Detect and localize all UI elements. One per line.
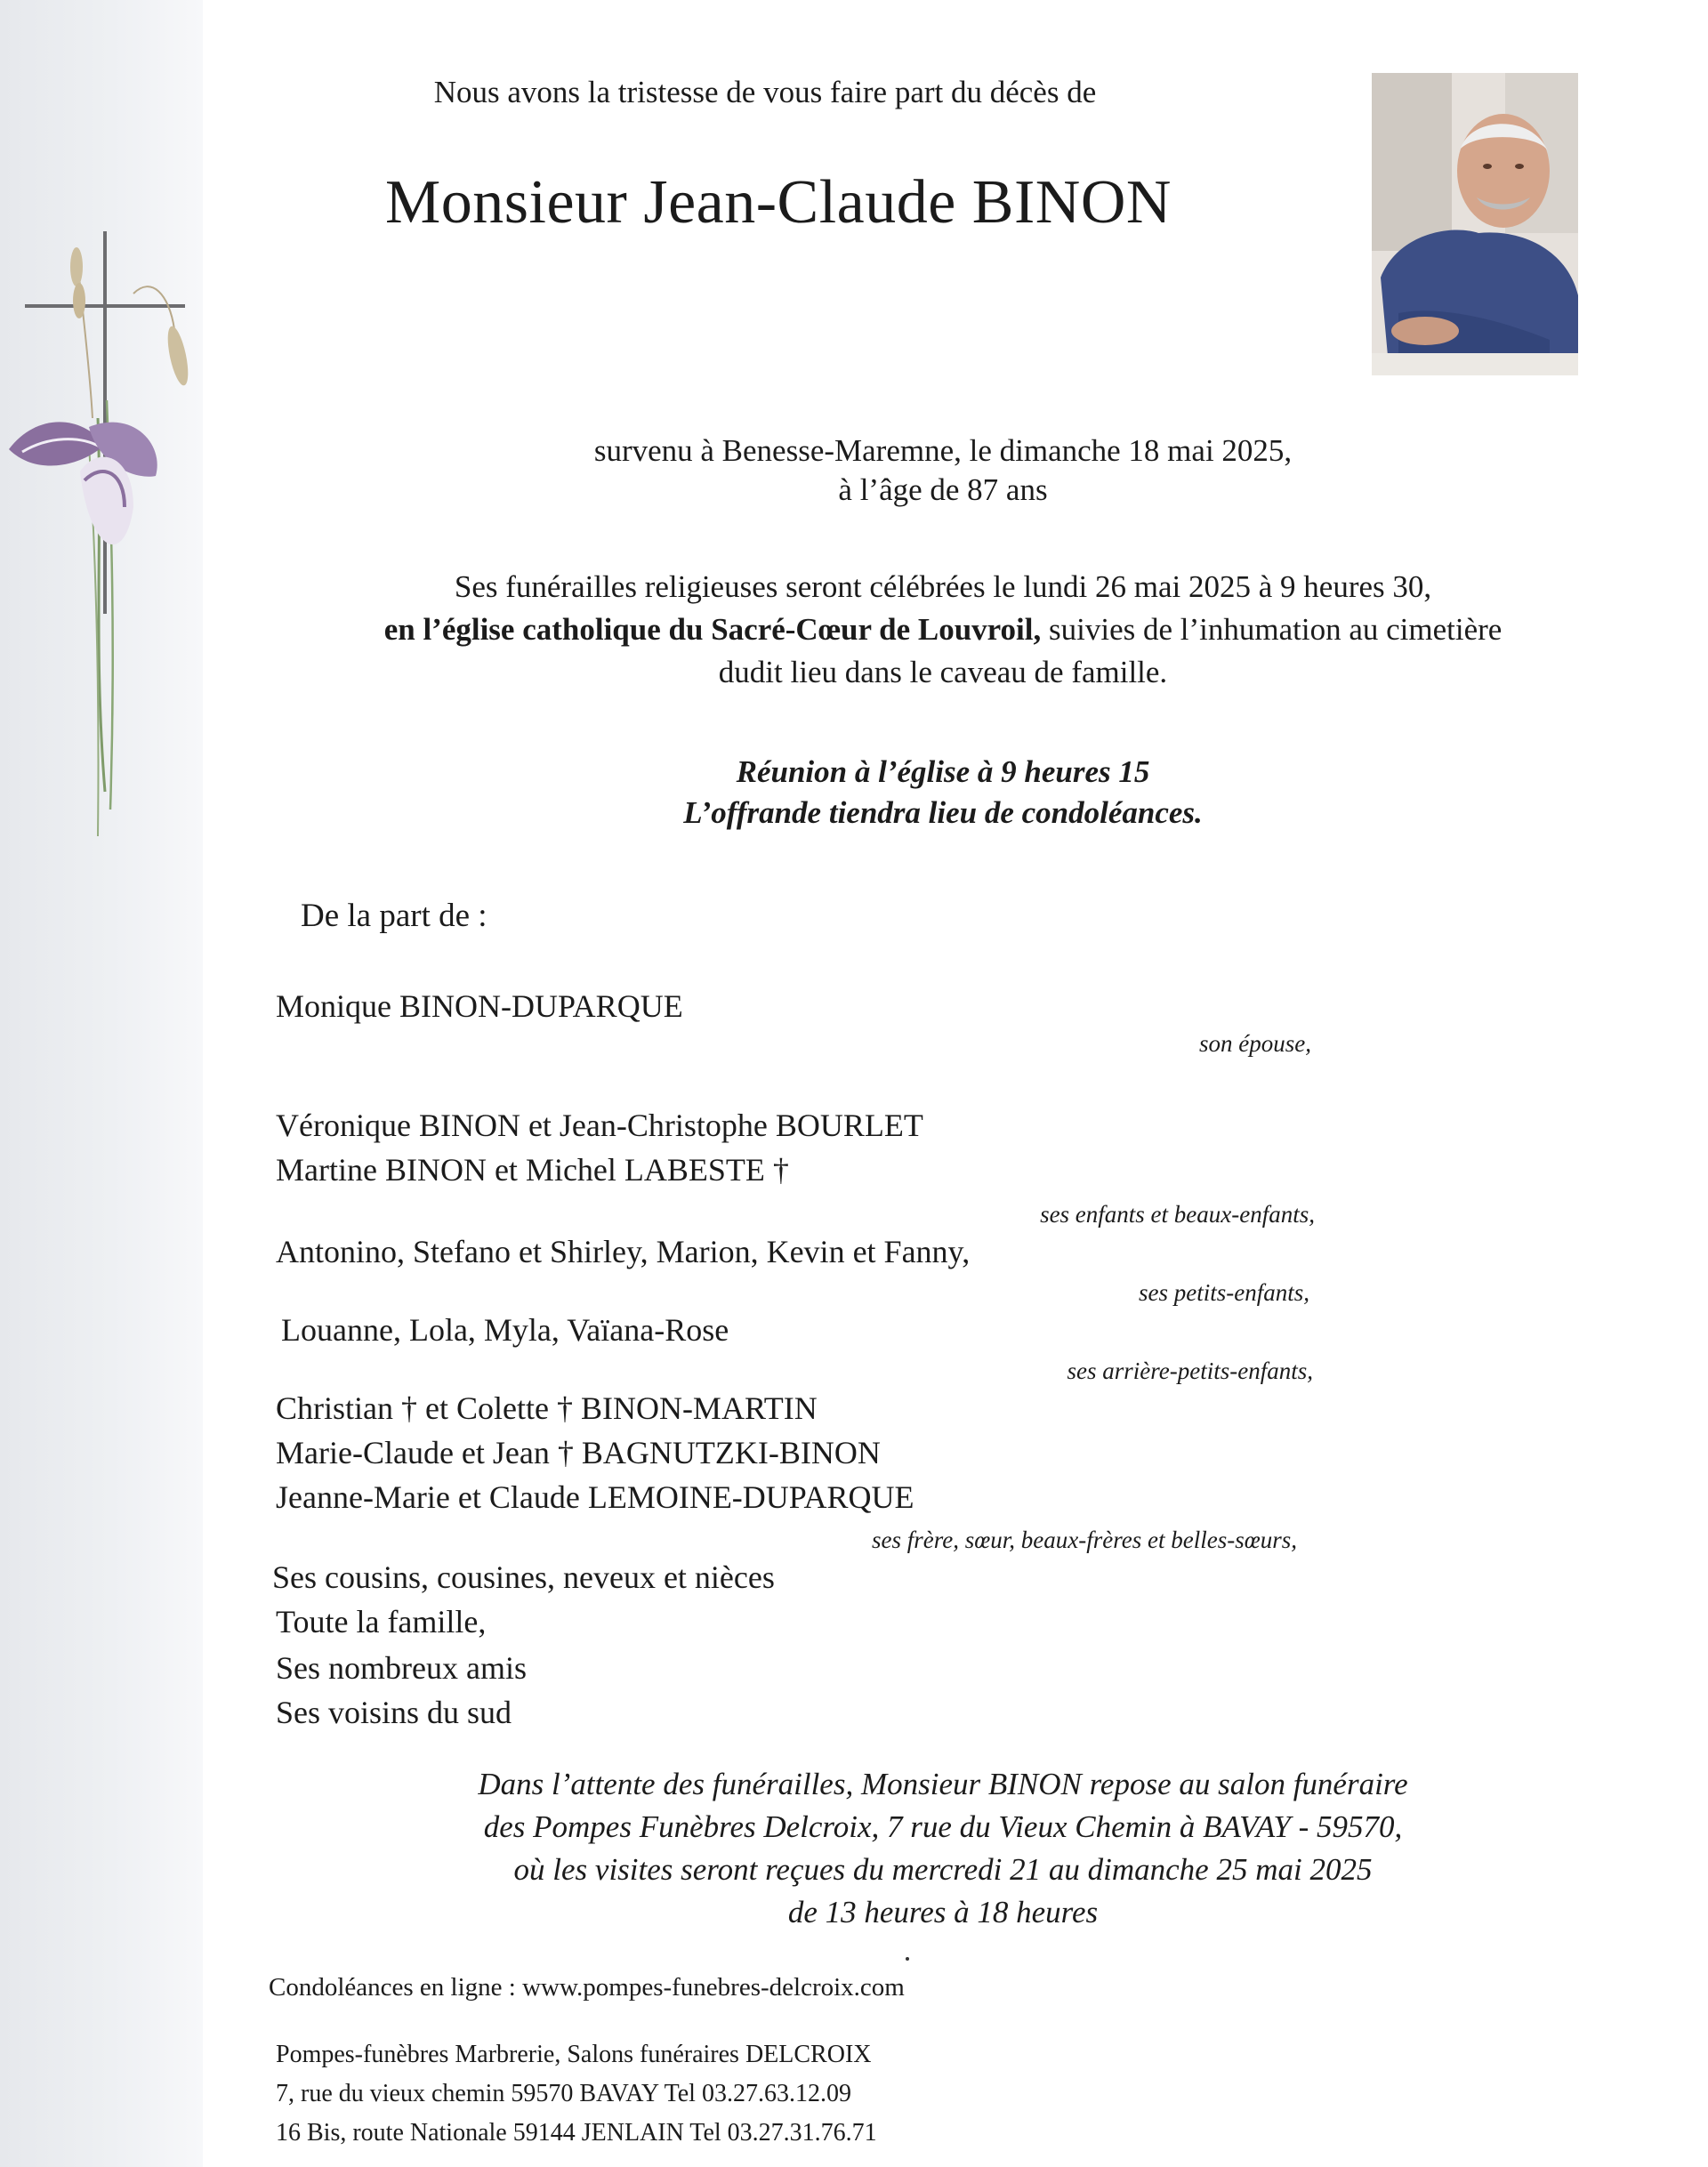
online-condolences: Condoléances en ligne : www.pompes-funebres-delcroix.com xyxy=(269,1973,905,2002)
family-others-item: Ses voisins du sud xyxy=(276,1695,512,1730)
visits-line: Dans l’attente des funérailles, Monsieur BINON repose au salon funéraire xyxy=(478,1767,1408,1801)
visits-hours: de 13 heures à 18 heures xyxy=(787,1895,1099,1929)
offering-note: L’offrande tiendra lieu de condoléances. xyxy=(683,795,1203,830)
deceased-name: Monsieur Jean-Claude BINON xyxy=(385,168,1172,237)
family-heading: De la part de : xyxy=(301,898,487,934)
funeral-date-line: Ses funérailles religieuses seront célébrées le lundi 26 mai 2025 à 9 heures 30, xyxy=(454,569,1432,604)
family-member: Antonino, Stefano et Shirley, Marion, Kevin et Fanny, xyxy=(276,1234,971,1269)
family-others-item: Toute la famille, xyxy=(276,1604,487,1639)
family-member: Marie-Claude et Jean † BAGNUTZKI-BINON xyxy=(276,1435,881,1470)
family-role: ses petits-enfants, xyxy=(1139,1279,1309,1306)
company-name: Pompes-funèbres Marbrerie, Salons funéraires DELCROIX xyxy=(276,2041,872,2068)
stray-dot xyxy=(906,1957,909,1961)
family-member: Monique BINON-DUPARQUE xyxy=(276,988,683,1024)
family-others-item: Ses nombreux amis xyxy=(276,1650,527,1686)
visits-line: où les visites seront reçues du mercredi 21 au dimanche 25 mai 2025 xyxy=(513,1852,1373,1887)
family-role: ses enfants et beaux-enfants, xyxy=(1040,1201,1315,1228)
family-role: ses arrière-petits-enfants, xyxy=(1067,1357,1313,1384)
church-name: en l’église catholique du Sacré-Cœur de Louvroil, xyxy=(383,612,1042,647)
funeral-location-line xyxy=(267,612,1619,648)
cross-lily-icon xyxy=(0,222,214,845)
visits-line: des Pompes Funèbres Delcroix, 7 rue du Vieux Chemin à BAVAY - 59570, xyxy=(483,1809,1403,1844)
death-place-date: survenu à Benesse-Maremne, le dimanche 18 mai 2025, xyxy=(593,433,1293,468)
family-role: ses frère, sœur, beaux-frères et belles-sœurs, xyxy=(872,1527,1297,1553)
intro-text: Nous avons la tristesse de vous faire part du décès de xyxy=(433,75,1097,109)
portrait-photo xyxy=(1372,73,1578,375)
family-role: son épouse, xyxy=(1199,1030,1311,1057)
family-others-item: Ses cousins, cousines, neveux et nièces xyxy=(272,1559,775,1595)
family-member: Louanne, Lola, Myla, Vaïana-Rose xyxy=(281,1312,729,1348)
family-member: Jeanne-Marie et Claude LEMOINE-DUPARQUE xyxy=(276,1479,914,1515)
funeral-vault-line: dudit lieu dans le caveau de famille. xyxy=(718,655,1168,689)
family-member: Véronique BINON et Jean-Christophe BOURLET xyxy=(276,1108,923,1143)
burial-text: suivies de l’inhumation au cimetière xyxy=(1041,612,1503,647)
family-member: Christian † et Colette † BINON-MARTIN xyxy=(276,1390,818,1426)
family-member: Martine BINON et Michel LABESTE † xyxy=(276,1152,789,1188)
death-age: à l’âge de 87 ans xyxy=(838,472,1048,507)
company-address-bavay: 7, rue du vieux chemin 59570 BAVAY Tel 03.27.63.12.09 xyxy=(276,2080,851,2107)
company-address-jenlain: 16 Bis, route Nationale 59144 JENLAIN Tel 03.27.31.76.71 xyxy=(276,2119,877,2147)
meeting-time: Réunion à l’église à 9 heures 15 xyxy=(736,754,1150,789)
